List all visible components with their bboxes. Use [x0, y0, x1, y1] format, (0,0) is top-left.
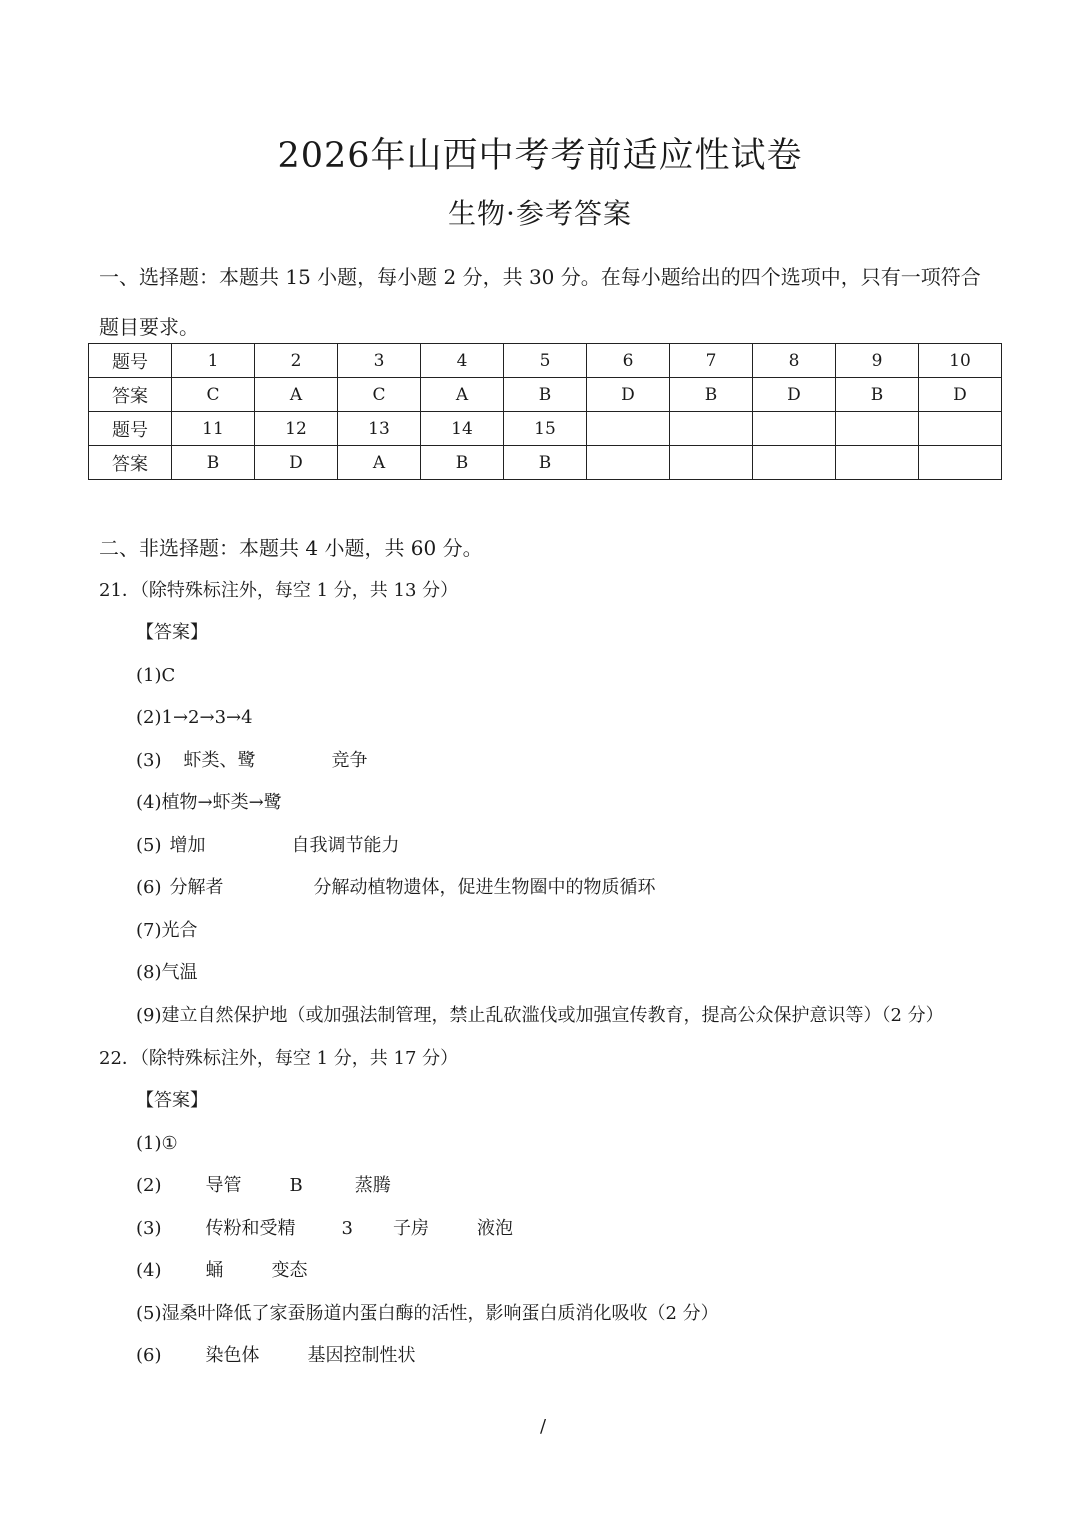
q21-answer-8: (8)气温 [136, 962, 198, 983]
q22-answer-label: 【答案】 [136, 1090, 208, 1111]
answer-part: 蛹 [205, 1260, 224, 1281]
q21-answer-1: (1)C [136, 665, 176, 686]
table-cell: 12 [255, 412, 338, 446]
q22-answer-4 [136, 1257, 308, 1285]
table-cell: B [504, 446, 587, 480]
answer-part: 子房 [392, 1218, 429, 1239]
q21-answer-9: (9)建立自然保护地（或加强法制管理，禁止乱砍滥伐或加强宣传教育，提高公众保护意识等）（2 分） [136, 1005, 944, 1026]
table-cell: 3 [338, 344, 421, 378]
table-cell: D [919, 378, 1002, 412]
table-cell: B [836, 378, 919, 412]
table-cell: B [172, 446, 255, 480]
table-cell [919, 446, 1002, 480]
table-cell: D [587, 378, 670, 412]
table-cell: 10 [919, 344, 1002, 378]
table-cell: 13 [338, 412, 421, 446]
table-cell: 答案 [89, 378, 172, 412]
answer-part: 变态 [271, 1260, 308, 1281]
table-cell: C [172, 378, 255, 412]
table-cell: 答案 [89, 446, 172, 480]
section-2-heading: 二、非选择题：本题共 4 小题，共 60 分。 [99, 536, 483, 560]
answer-part: 传粉和受精 [205, 1218, 296, 1239]
table-cell: 9 [836, 344, 919, 378]
table-cell [587, 446, 670, 480]
table-cell [836, 412, 919, 446]
table-cell: 15 [504, 412, 587, 446]
q21-answer-3 [136, 747, 368, 775]
answer-part: 基因控制性状 [307, 1345, 416, 1366]
table-row [89, 446, 1002, 480]
section-1-heading: 一、选择题：本题共 15 小题，每小题 2 分，共 30 分。在每小题给出的四个选项中，只有一项符合题目要求。 [99, 265, 981, 339]
q21-answer-4: (4)植物→虾类→鹭 [136, 792, 282, 813]
table-cell: 11 [172, 412, 255, 446]
table-cell [753, 446, 836, 480]
table-cell: 5 [504, 344, 587, 378]
table-cell: D [255, 446, 338, 480]
table-row [89, 344, 1002, 378]
answer-part: 蒸腾 [354, 1175, 391, 1196]
answer-part: 竞争 [331, 750, 368, 771]
answer-part: 增加 [169, 835, 206, 856]
answer-part: 染色体 [205, 1345, 260, 1366]
table-cell: 题号 [89, 344, 172, 378]
table-cell [836, 446, 919, 480]
answer-number: (3) [136, 750, 162, 771]
q22-answer-2 [136, 1172, 391, 1200]
table-cell: A [255, 378, 338, 412]
q21-answer-6 [136, 874, 656, 902]
answer-number: (2) [136, 1175, 162, 1196]
table-row [89, 378, 1002, 412]
table-cell: 8 [753, 344, 836, 378]
table-cell [587, 412, 670, 446]
answer-table [88, 343, 1002, 480]
answer-part: 分解者 [169, 877, 224, 898]
answer-part: 导管 [205, 1175, 242, 1196]
answer-number: (6) [136, 877, 162, 898]
q21-header: 21．（除特殊标注外，每空 1 分，共 13 分） [99, 580, 459, 601]
answer-part: 液泡 [476, 1218, 513, 1239]
q21-answer-7: (7)光合 [136, 920, 198, 941]
table-cell: 2 [255, 344, 338, 378]
q22-answer-6 [136, 1342, 416, 1370]
table-cell [670, 446, 753, 480]
answer-part: 3 [341, 1218, 353, 1239]
answer-part: 分解动植物遗体，促进生物圈中的物质循环 [313, 877, 656, 898]
page-subtitle: 生物·参考答案 [448, 197, 632, 230]
table-cell: D [753, 378, 836, 412]
table-cell [919, 412, 1002, 446]
table-cell: 4 [421, 344, 504, 378]
table-cell: C [338, 378, 421, 412]
table-cell: 1 [172, 344, 255, 378]
answer-part: B [289, 1175, 303, 1196]
table-cell: 题号 [89, 412, 172, 446]
answer-part: 虾类、鹭 [183, 750, 256, 771]
table-cell: 14 [421, 412, 504, 446]
q21-answer-2: (2)1→2→3→4 [136, 707, 253, 728]
q21-answer-5 [136, 832, 400, 860]
answer-number: (4) [136, 1260, 162, 1281]
q21-answer-label: 【答案】 [136, 622, 208, 643]
table-cell: B [504, 378, 587, 412]
q22-answer-1: (1)① [136, 1133, 178, 1154]
table-cell: B [421, 446, 504, 480]
table-row [89, 412, 1002, 446]
q22-answer-5: (5)湿桑叶降低了家蚕肠道内蛋白酶的活性，影响蛋白质消化吸收（2 分） [136, 1303, 719, 1324]
table-cell: 7 [670, 344, 753, 378]
table-cell: A [338, 446, 421, 480]
answer-part: 自我调节能力 [291, 835, 400, 856]
q22-header: 22．（除特殊标注外，每空 1 分，共 17 分） [99, 1048, 459, 1069]
page-title: 2026年山西中考考前适应性试卷 [277, 136, 803, 176]
answer-number: (6) [136, 1345, 162, 1366]
table-cell [753, 412, 836, 446]
table-cell: B [670, 378, 753, 412]
table-cell [670, 412, 753, 446]
table-cell: 6 [587, 344, 670, 378]
table-cell: A [421, 378, 504, 412]
answer-number: (5) [136, 835, 162, 856]
page-number: / [540, 1416, 547, 1437]
q22-answer-3 [136, 1215, 513, 1243]
answer-number: (3) [136, 1218, 162, 1239]
